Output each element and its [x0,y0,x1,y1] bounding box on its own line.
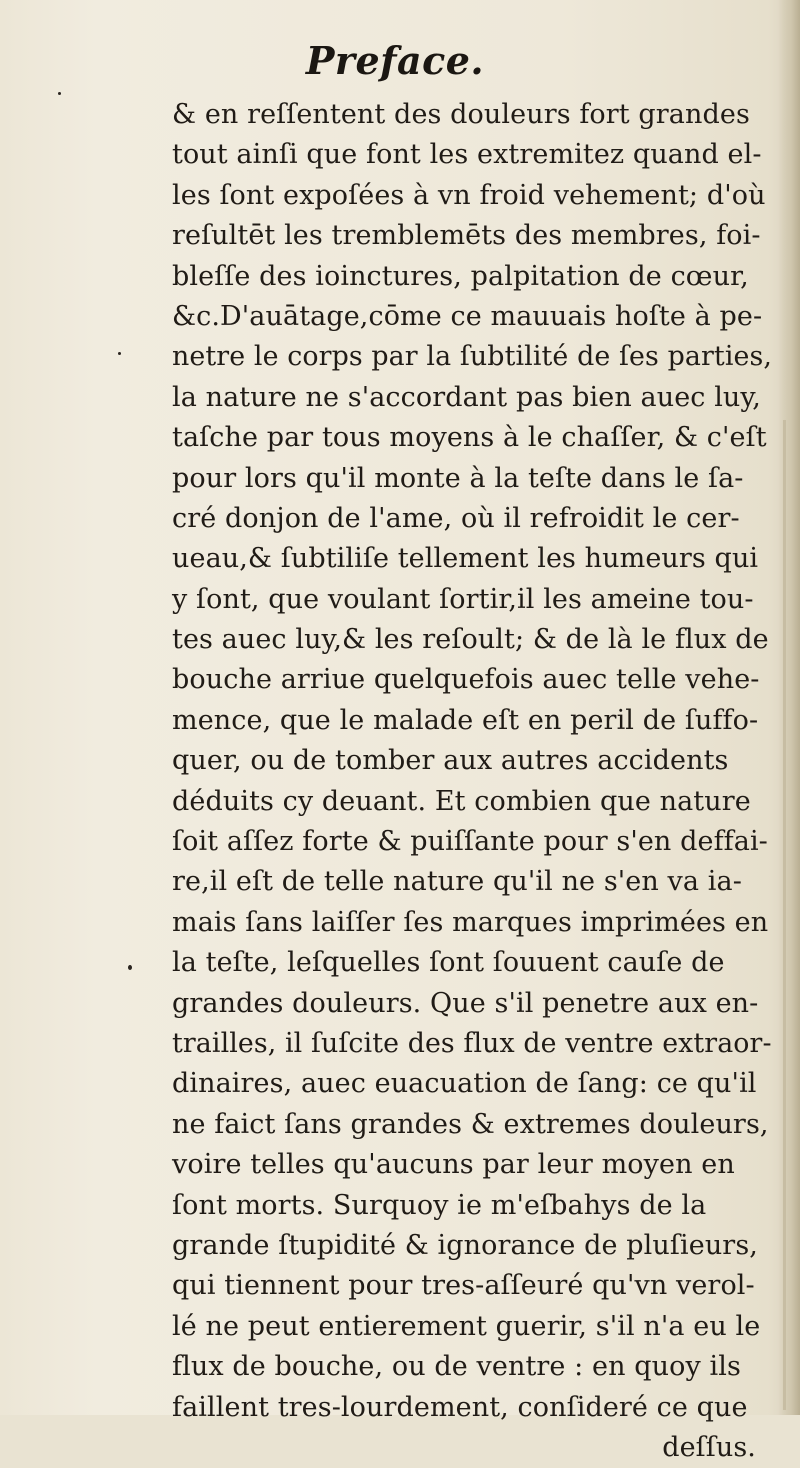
text-line: la teſte, leſquelles ſont ſouuent cauſe de [172,947,725,979]
text-line: faillent tres-lourdement, conſideré ce que [172,1391,748,1423]
page-edge-shadow [778,0,800,1415]
text-line: y ſont, que voulant ſortir,il les ameine tou- [172,583,754,615]
text-line: taſche par tous moyens à le chaſſer, & c'eſt [172,422,767,454]
text-line: trailles, il ſuſcite des flux de ventre extraor- [172,1027,772,1059]
text-line: bleſſe des ioinctures, palpitation de cœur, [172,260,749,292]
text-line: les ſont expoſées à vn froid vehement; d'où [172,179,766,211]
text-line: ſoit aſſez forte & puiſſante pour s'en deffai- [172,826,768,858]
catchword: deſſus. [662,1431,756,1463]
body-text [172,95,772,1468]
text-line: mais ſans laiſſer ſes marques imprimées en [172,906,769,938]
text-line: re,il eſt de telle nature qu'il ne s'en va ia- [172,866,742,898]
running-header [0,38,800,83]
text-line: tes auec luy,& les reſoult; & de là le flux de [172,624,769,656]
text-line: lé ne peut entierement guerir, s'il n'a eu le [172,1310,761,1342]
text-line: voire telles qu'aucuns par leur moyen en [172,1149,735,1181]
header-title: Preface. [305,38,485,83]
text-line: bouche arriue quelquefois auec telle vehe- [172,664,760,696]
text-line: déduits cy deuant. Et combien que nature [172,785,751,817]
text-line: quer, ou de tomber aux autres accidents [172,745,729,777]
text-line: reſultēt les tremblemēts des membres, foi- [172,220,761,252]
text-line: netre le corps par la ſubtilité de ſes parties, [172,341,773,373]
text-line: pour lors qu'il monte à la teſte dans le ſa- [172,462,744,494]
text-line: ne faict ſans grandes & extremes douleurs, [172,1108,769,1140]
text-line: dinaires, auec euacuation de ſang: ce qu'il [172,1068,757,1100]
text-line: mence, que le malade eſt en peril de ſuffo- [172,704,759,736]
page-edge-line [783,420,786,1410]
text-line: & en reſſentent des douleurs fort grandes [172,99,750,130]
ink-speck [118,352,121,355]
text-line: grandes douleurs. Que s'il penetre aux en- [172,987,759,1019]
text-line: la nature ne s'accordant pas bien auec luy, [172,381,761,413]
ink-speck [128,965,132,970]
text-line: flux de bouche, ou de ventre : en quoy ils [172,1351,741,1383]
text-line: cré donjon de l'ame, où il refroidit le cer- [172,502,740,534]
text-line: grande ſtupidité & ignorance de pluſieurs, [172,1229,758,1261]
text-line: qui tiennent pour tres-aſſeuré qu'vn verol- [172,1270,755,1302]
text-line: ueau,& ſubtiliſe tellement les humeurs qui [172,543,759,575]
text-line: tout ainſi que font les extremitez quand el- [172,139,762,171]
text-line: &c.D'auātage,cōme ce mauuais hoſte à pe- [172,300,763,332]
ink-speck [58,92,61,95]
text-line: ſont morts. Surquoy ie m'eſbahys de la [172,1189,707,1221]
